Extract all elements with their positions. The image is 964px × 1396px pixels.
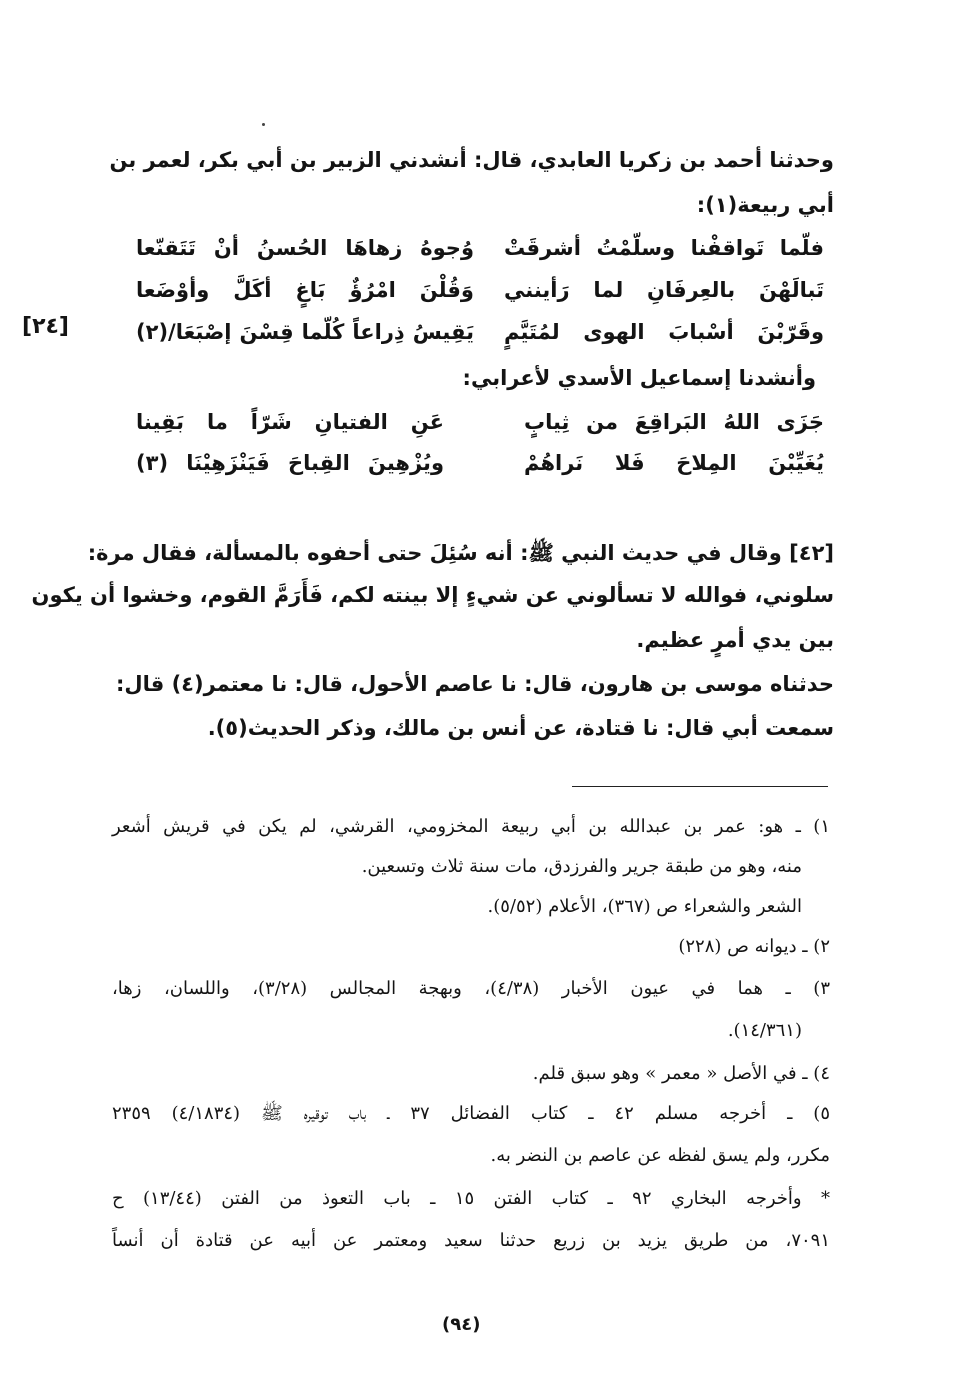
ink-speck <box>262 123 265 126</box>
footnote-5-line-4: ٧٠٩١، من طريق يزيد بن زريع حدثنا سعيد ومعتمر عن أبيه عن قتادة أن أنساً <box>112 1230 830 1251</box>
isnad-line-2: سمعت أبي قال: نا قتادة، عن أنس بن مالك، وذكر الحديث(٥). <box>207 716 834 740</box>
hadith-line-1: [٤٢] وقال في حديث النبي ﷺ: أنه سُئِلَ حتى أحفوه بالمسألة، فقال مرة: <box>87 541 834 565</box>
verse-1-hemistich-left: وُجوهُ زهاهَا الحُسنُ أنْ تَتَقنّعا <box>136 236 474 260</box>
footnote-5-line-1: ٥) ـ أخرجه مسلم ٤٢ ـ كتاب الفضائل ٣٧ ـ باب توقيره ﷺ (٤/١٨٣٤) ٢٣٥٩ <box>112 1103 830 1124</box>
verse-5-hemistich-left: ويُزْهِينَ القِباحَ فَيَنْزَهِيْنَا (٣) <box>136 451 444 475</box>
hadith-line-2: سلوني، فوالله لا تسألوني عن شيءٍ إلا بينته لكم، فَأَرَمَّ القوم، وخشوا أن يكون <box>31 583 834 607</box>
intro-2: وأنشدنا إسماعيل الأسدي لأعرابي: <box>462 366 816 390</box>
footnote-3-line-2: (١٤/٣٦١). <box>727 1020 802 1041</box>
page-number: (٩٤) <box>442 1314 481 1335</box>
verse-2-hemistich-left: وَقُلْنَ امْرُؤٌ بَاغٍ أكَلَّ وأوْضَعا <box>136 278 474 302</box>
intro-line-1: وحدثنا أحمد بن زكريا العابدي، قال: أنشدني الزبير بن أبي بكر، لعمر بن <box>109 148 834 172</box>
footnote-1-line-3: الشعر والشعراء ص (٣٦٧)، الأعلام (٥/٥٢). <box>487 896 802 917</box>
verse-3-hemistich-right: وقَرّبْنَ أسْبابَ الهوى لمُتَيَّمٍ <box>504 320 824 344</box>
footnote-2: ٢) ـ ديوانه ص (٢٢٨) <box>678 936 830 957</box>
isnad-line-1: حدثناه موسى بن هارون، قال: نا عاصم الأحول، قال: نا معتمر(٤) قال: <box>116 672 834 696</box>
original-page-marker: [٢٤] <box>22 314 69 339</box>
footnote-separator <box>572 786 828 787</box>
footnote-5-line-3: * وأخرجه البخاري ٩٢ ـ كتاب الفتن ١٥ ـ باب التعوذ من الفتن (١٣/٤٤) ح <box>112 1188 830 1209</box>
verse-4-hemistich-left: عَنِ الفتيانِ شَرّاً ما بَقِينا <box>136 410 444 434</box>
verse-1-hemistich-right: فلّما تَواقفْنا وسلّمْتُ أشرقَتْ <box>504 236 824 260</box>
intro-line-2: أبي ربيعة(١): <box>696 193 834 217</box>
verse-3-hemistich-left: يَقِيسُ ذِراعاً كُلّما قِسْنَ إصْبَعَا/(٢) <box>136 320 474 344</box>
footnote-3-line-1: ٣) ـ هما في عيون الأخبار (٤/٣٨)، وبهجة المجالس (٣/٢٨)، واللسان، زها، <box>112 978 830 999</box>
footnote-1-line-1: ١) ـ هو: عمر بن عبدالله بن أبي ربيعة المخزومي، القرشي، لم يكن في قريش أشعر <box>112 816 830 837</box>
hadith-line-3: بين يدي أمرٍ عظيم. <box>636 628 834 652</box>
footnote-4: ٤) ـ في الأصل « معمر » وهو سبق قلم. <box>532 1063 830 1084</box>
verse-5-hemistich-right: يُغَيِّبْنَ المِلاحَ فَلا نَراهُمْ <box>524 451 824 475</box>
verse-4-hemistich-right: جَزَى اللهُ البَراقِعَ من ثِيابٍ <box>524 410 824 434</box>
verse-2-hemistich-right: تَبالَهْنَ بالعِرفَانِ لما رَأينني <box>504 278 824 302</box>
footnote-5-line-2: مكرر، ولم يسق لفظه عن عاصم بن النضر به. <box>490 1145 830 1166</box>
footnote-1-line-2: منه، وهو من طبقة جرير والفرزدق، مات سنة ثلاث وتسعين. <box>361 856 802 877</box>
